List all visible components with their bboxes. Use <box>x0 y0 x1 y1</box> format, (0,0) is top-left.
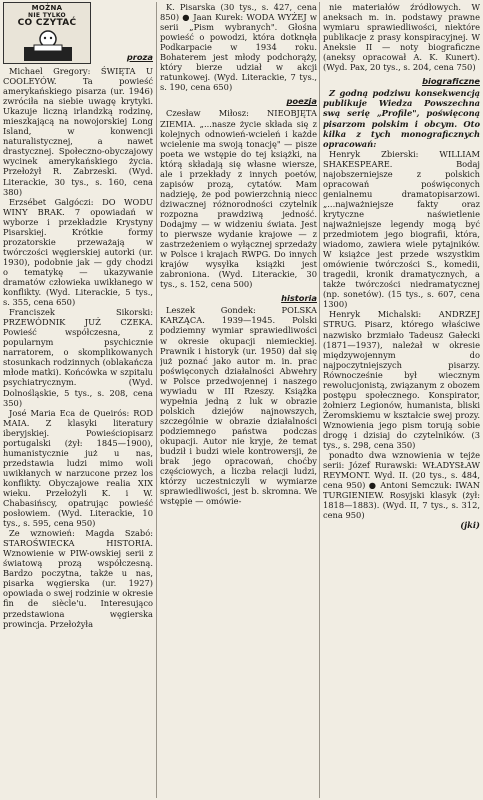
column1-header <box>93 52 153 66</box>
author-signature: (jki) <box>460 520 480 531</box>
review-entry: Erzsébet Galgóczi: DO WODU WINY BRAK. 7 opowiadań w wyborze i przekładzie Krystyny Pisarskiej. Krótkie formy prozatorskie przeważają w twórczości węgierskiej autorki (ur. 1930), podobnie jak — gdy chodzi o tematykę — ukazywanie dramatów człowieka uwikłanego w konflikty. (Wyd. Literackie, 5 tys., s. 355, cena 650) <box>3 196 153 308</box>
section-heading-historia: historia <box>281 293 317 304</box>
logo-bottom-text: CO CZYTAĆ <box>17 18 77 28</box>
review-entry: Franciszek Sikorski: PRZEWÓDNIK JUŻ CZEKA. Powieść współczesna, z popularnym psychicznie narratorem, o skomplikowanych stosunkach rodzinnych (oblakańcza młode matki). Końcówka w szpitalu psychiatrycznym. (Wyd. Dolnośląskie, 5 tys., s. 208, cena 350) <box>3 307 153 408</box>
review-entry: Leszek Gondek: POLSKA KARZĄCA. 1939—1945. Polski podziemny wymiar sprawiedliwości w okresie okupacji niemieckiej. Prawnik i historyk (ur. 1950) dał się już poznać jako autor m. in. prac poświęconych działalności Abwehry w Polsce przedwojennej i naszego wywiadu w III Rzeszy. Książka wypełnia jedną z luk w obrazie polskich dziejów najnowszych, szczególnie w obrazie działalności podziemnego państwa podczas okupacji. Autor nie kryje, że temat budził i budzi wiele kontrowersji, że brak jego opracowań, choćby częściowych, a liczba relacji ludzi, którzy uczestniczyli w wymiarze sprawiedliwości, jest b. skromna. We wstępie — omówie- <box>160 305 317 507</box>
section-heading-biograficzne: biograficzne <box>422 76 480 87</box>
review-entry: Michael Gregory: ŚWIĘTA U COOLEYÓW. Ta powieść amerykańskiego pisarza (ur. 1946) zwróciła na siebie uwagę krytyki. Ukazuje liczną irlandzką rodzinę, mieszkającą na nowojorskiej Long Island, w konwencji naturalistycznej, a nawet drastycznej. Społeczno-obyczajowy wycinek amerykańskiego życia. Przełożył R. Zabrzeski. (Wyd. Literackie, 30 tys., s. 160, cena 380) <box>3 66 153 197</box>
review-entry: Czesław Miłosz: NIEOBJĘTA ZIEMIA. „...nasze życie składa się z kolejnych odnowień-wcieleń i każde wcielenie ma swoją tonację" — pisze poeta we wstępie do tej książki, na którą składają się własne wiersze, ale i przekłady z innych poetów, zapisów prozą, cytatów. Mam nadzieję, że pod powierzchnią niecc dziwacznej różnorodności czytelnik rozpozna prawdziwą jedność. Dodajmy — w widzeniu świata. Jest to pierwsze wydanie krajowe — z zastrzeżeniem o wyłącznej sprzedaży w Polsce i krajach RWPG. Do innych krajów wysyłka książki jest zabroniona. (Wyd. Literackie, 30 tys., s. 152, cena 500) <box>160 108 317 290</box>
review-entry: Henryk Michalski: ANDRZEJ STRUG. Pisarz, którego właściwe nazwisko brzmiało Tadeusz Gałecki (1871—1937), należał w okresie międzywojennym do najpoczytniejszych pisarzy. Równocześnie był wiecznym rewolucjonistą, związanym z obozem postępu społecznego. Konspirator, żołnierz Legionów, humanista, bliski Żeromskiemu w kształcie swej prozy. Wznowienia jego pism torują sobie drogę i dzisiaj do czytelników. (3 tys., s. 298, cena 350) <box>323 309 480 451</box>
review-entry: Henryk Zbierski: WILLIAM SHAKESPEARE. Bodaj najobszerniejsze z polskich opracowań poświęconych genialnemu dramatopisarzowi. „...najważniejsze fakty oraz krytyczne naświetlenie najważniejsze legendy mogą być przedmiotem jego biografii, która, wiadomo, zawiera wiele pytajników. W książce jest przede wszystkim omówienie twórczości S., komedii, tragedii, kronik dramatycznych, a także twórczości niedramatycznej (np. sonetów). (15 tys., s. 607, cena 1300) <box>323 148 480 310</box>
column-2 <box>160 2 317 798</box>
column-logo <box>3 2 91 64</box>
review-entry: K. Pisarska (30 tys., s. 427, cena 850) ● Jaan Kurek: WODA WYŻEJ w serii „Pism wybranych". Głośna powieść o powodzi, która dotknęła Podkarpacie w 1934 roku. Bohaterem jest młody podchorąży, który bierze udział w akcji ratunkowej. (Wyd. Literackie, 7 tys., s. 190, cena 650) <box>160 2 317 93</box>
review-entry: ponadto dwa wznowienia w tejże serii: Józef Rurawski: WŁADYSŁAW REYMONT. Wyd. II. (20 tys., s. 484, cena 950) ● Antoni Semczuk: IWAN TURGIENIEW. Rosyjski klasyk (żył: 1818—1883). (Wyd. II, 7 tys., s. 312, cena 950) <box>323 450 480 521</box>
series-intro: Z godną podziwu konsekwencją publikuje Wiedza Powszechna swą serię „Profile", poświęconą pisarzom polskim i obcym. Oto kilka z tych monograficznych opracowań: <box>323 88 480 149</box>
reader-illustration-icon <box>22 29 74 63</box>
column-divider <box>156 2 157 798</box>
section-heading-poezja: poezja <box>286 96 317 107</box>
column-3 <box>323 2 480 798</box>
review-entry: Ze wznowień: Magda Szabó: STAROŚWIECKA HISTORIA. Wznowienie w PIW-owskiej serii z światową prozą współczesną. Bardzo poczytna, także u nas, pisarka węgierska (ur. 1927) opowiada o swej rodzinie w okresie fin de siècle'u. Interesująco przedstawiona węgierska prowincja. Przełożyła <box>3 528 153 629</box>
section-heading-proza: proza <box>126 52 153 62</box>
column-1 <box>3 66 153 798</box>
column-divider <box>319 2 320 798</box>
review-entry: José Maria Eca de Queirós: ROD MAIA. Z klasyki literatury iberyjskiej. Powieściopisarz portugalski (żył: 1845—1900), humanistycznie już u nas, przedstawia ludzi mimo woli uwikłanych w narzucone przez los konflikty. Obyczajowe realia XIX wieku. Przełożyli K. i W. Chabasińscy, opatrując powieść posłowiem. (Wyd. Literackie, 10 tys., s. 595, cena 950) <box>3 407 153 529</box>
review-entry: nie materiałów źródłowych. W aneksach m. in. podstawy prawne wymiaru sprawiedliwości, niektóre publikacje z prasy konspiracyjnej. W Aneksie II — noty biograficzne (aneksy opracował A. K. Kunert). (Wyd. Pax, 20 tys., s. 204, cena 750) <box>323 2 480 73</box>
logo-mid-text: NIE TYLKO <box>28 12 66 19</box>
logo-top-text: MOŻNA <box>31 4 63 12</box>
